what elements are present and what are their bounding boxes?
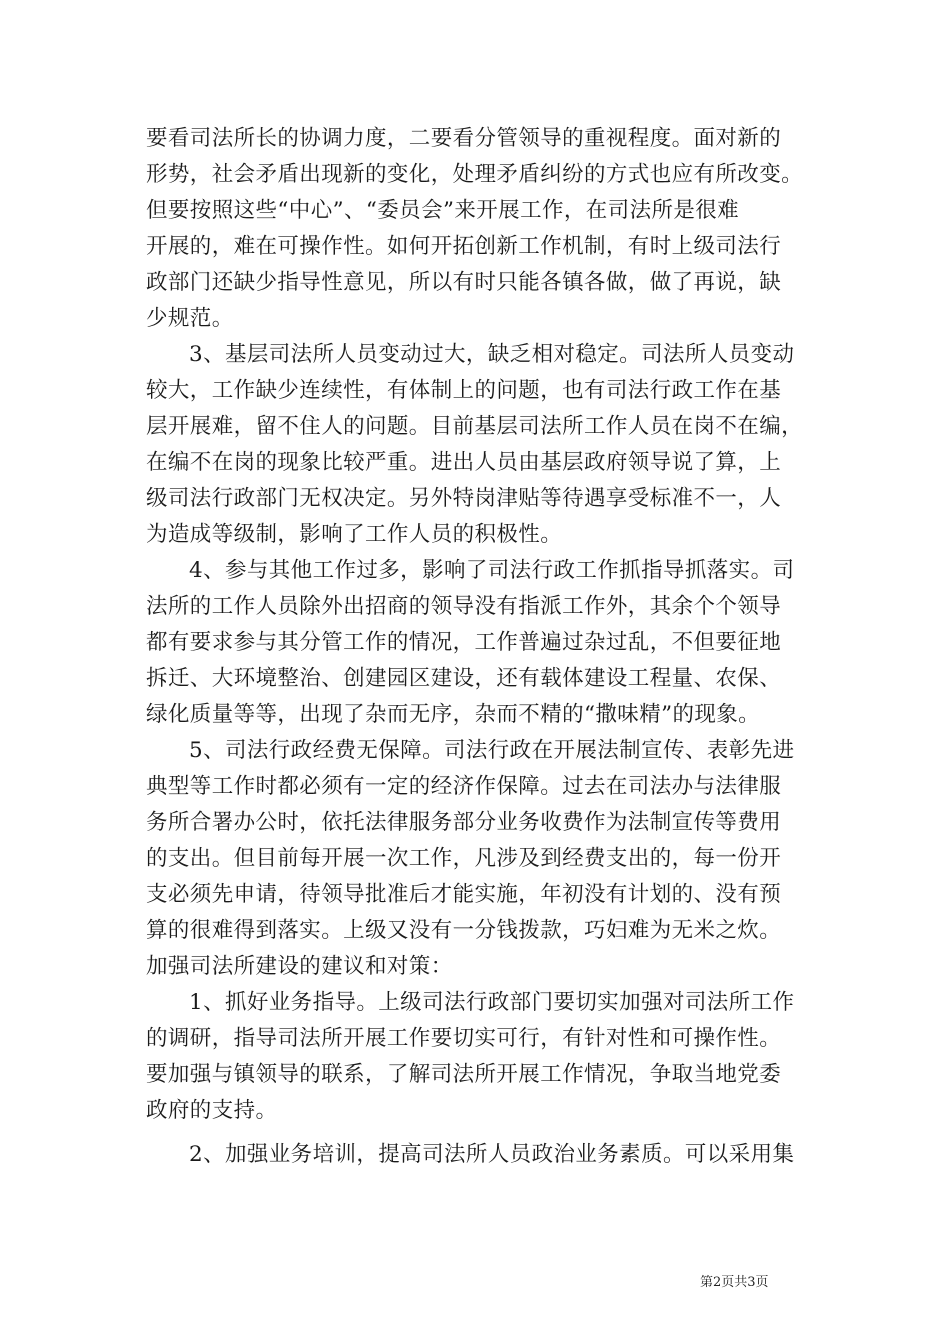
text-line: 级司法行政部门无权决定。另外特岗津贴等待遇享受标准不一，人 <box>146 486 782 511</box>
text-line: 政部门还缺少指导性意见，所以有时只能各镇各做，做了再说，缺 <box>146 270 782 295</box>
text-line: 3、基层司法所人员变动过大，缺乏相对稳定。司法所人员变动 <box>189 342 795 367</box>
text-line: 绿化质量等等，出现了杂而无序，杂而不精的“撒味精”的现象。 <box>146 702 761 727</box>
text-line: 要看司法所长的协调力度，二要看分管领导的重视程度。面对新的 <box>146 126 782 151</box>
text-line: 典型等工作时都必须有一定的经济作保障。过去在司法办与法律服 <box>146 774 782 799</box>
text-line: 在编不在岗的现象比较严重。进出人员由基层政府领导说了算，上 <box>146 450 782 475</box>
text-line: 开展的，难在可操作性。如何开拓创新工作机制，有时上级司法行 <box>146 234 782 259</box>
text-line: 支必须先申请，待领导批准后才能实施，年初没有计划的、没有预 <box>146 882 782 907</box>
text-line: 要加强与镇领导的联系，了解司法所开展工作情况，争取当地党委 <box>146 1062 782 1087</box>
text-line: 较大，工作缺少连续性，有体制上的问题，也有司法行政工作在基 <box>146 378 782 403</box>
text-line: 的支出。但目前每开展一次工作，凡涉及到经费支出的，每一份开 <box>146 846 782 871</box>
text-line: 形势，社会矛盾出现新的变化，处理矛盾纠纷的方式也应有所改变。 <box>146 162 804 187</box>
text-line: 都有要求参与其分管工作的情况，工作普遍过杂过乱，不但要征地 <box>146 630 782 655</box>
text-line: 5、司法行政经费无保障。司法行政在开展法制宣传、表彰先进 <box>189 738 795 763</box>
text-line: 法所的工作人员除外出招商的领导没有指派工作外，其余个个领导 <box>146 594 782 619</box>
text-line: 拆迁、大环境整治、创建园区建设，还有载体建设工程量、农保、 <box>146 666 782 691</box>
page-footer: 第2页共3页 <box>700 1275 769 1290</box>
text-line: 4、参与其他工作过多，影响了司法行政工作抓指导抓落实。司 <box>189 558 795 583</box>
text-line: 2、加强业务培训，提高司法所人员政治业务素质。可以采用集 <box>189 1142 795 1167</box>
text-line: 但要按照这些“中心”、“委员会”来开展工作，在司法所是很难 <box>146 198 740 223</box>
text-line: 1、抓好业务指导。上级司法行政部门要切实加强对司法所工作 <box>189 990 795 1015</box>
text-line: 政府的支持。 <box>146 1098 278 1123</box>
text-line: 少规范。 <box>146 306 234 331</box>
text-line: 的调研，指导司法所开展工作要切实可行，有针对性和可操作性。 <box>146 1026 782 1051</box>
text-line: 加强司法所建设的建议和对策： <box>146 954 453 979</box>
text-line: 务所合署办公时，依托法律服务部分业务收费作为法制宣传等费用 <box>146 810 782 835</box>
text-line: 算的很难得到落实。上级又没有一分钱拨款，巧妇难为无米之炊。 <box>146 918 782 943</box>
text-line: 为造成等级制，影响了工作人员的积极性。 <box>146 522 563 547</box>
text-line: 层开展难，留不住人的问题。目前基层司法所工作人员在岗不在编， <box>146 414 804 439</box>
